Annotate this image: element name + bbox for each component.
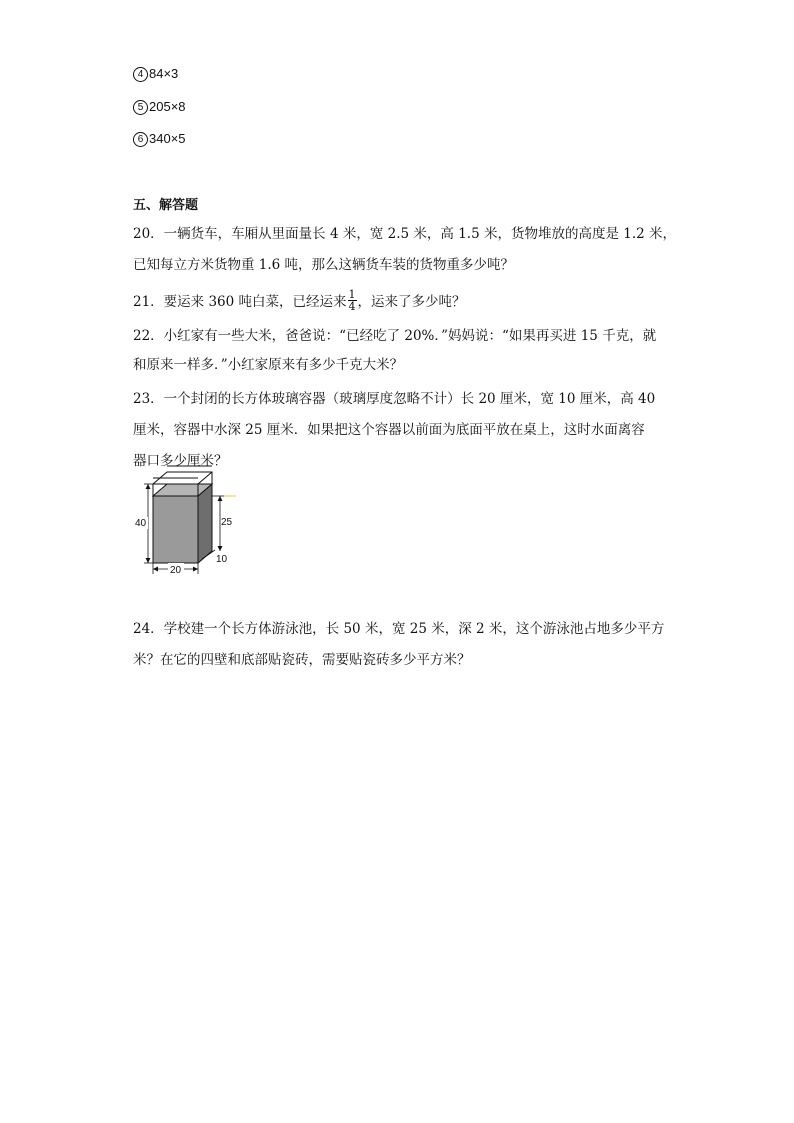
calc-expression: 84×3: [149, 66, 179, 81]
width-label: 10: [216, 554, 228, 565]
question-23-line-1: 23．一个封闭的长方体玻璃容器（玻璃厚度忽略不计）长 20 厘米，宽 10 厘米，高 40: [133, 391, 656, 407]
question-23-line-2: 厘米，容器中水深 25 厘米．如果把这个容器以前面为底面平放在桌上，这时水面离容: [133, 422, 645, 438]
fraction-denominator: 4: [348, 300, 356, 313]
fraction-numerator: 1: [348, 288, 356, 301]
water-front-face: [153, 496, 198, 563]
question-22-line-2: 和原来一样多．”小红家原来有多少千克大米？: [133, 357, 404, 373]
circled-number: 6: [133, 132, 148, 147]
section-title: 五、解答题: [133, 198, 199, 213]
question-23-line-3: 器口多少厘米？: [133, 453, 228, 469]
question-21: [133, 288, 673, 314]
water-side-face: [198, 484, 212, 563]
question-21-text-after: ，运来了多少吨？: [357, 294, 466, 310]
dimension-arrow: [146, 558, 151, 563]
dimension-arrow: [218, 496, 223, 501]
container-diagram: [132, 464, 242, 578]
dimension-arrow: [146, 484, 151, 489]
calc-expression: 340×5: [149, 131, 186, 146]
dimension-arrow: [193, 567, 198, 572]
height-label: 40: [135, 518, 147, 529]
calc-expression: 205×8: [149, 99, 186, 114]
dimension-arrow: [153, 567, 158, 572]
calc-item-4: [133, 66, 178, 82]
container-figure: [132, 464, 242, 578]
water-depth-label: 25: [221, 517, 233, 528]
circled-number: 5: [133, 100, 148, 115]
calc-item-6: [133, 131, 186, 147]
dimension-arrow: [218, 546, 223, 551]
question-20-line-1: 20．一辆货车，车厢从里面量长 4 米，宽 2.5 米，高 1.5 米，货物堆放的高度是 1.2 米，: [133, 226, 677, 242]
calc-item-5: [133, 99, 186, 115]
question-20-line-2: 已知每立方米货物重 1.6 吨，那么这辆货车装的货物重多少吨？: [133, 257, 515, 273]
fraction: [348, 289, 357, 312]
question-24-line-2: 米？在它的四壁和底部贴瓷砖，需要贴瓷砖多少平方米？: [133, 652, 471, 668]
question-22-line-1: 22．小红家有一些大米，爸爸说：“已经吃了 20%．”妈妈说：“如果再买进 15 千克，就: [133, 328, 657, 344]
question-21-text-before: 21．要运来 360 吨白菜，已经运来: [133, 294, 347, 310]
question-24-line-1: 24．学校建一个长方体游泳池，长 50 米，宽 25 米，深 2 米，这个游泳池占地多少平方: [133, 621, 665, 637]
circled-number: 4: [133, 67, 148, 82]
length-label: 20: [170, 565, 182, 576]
